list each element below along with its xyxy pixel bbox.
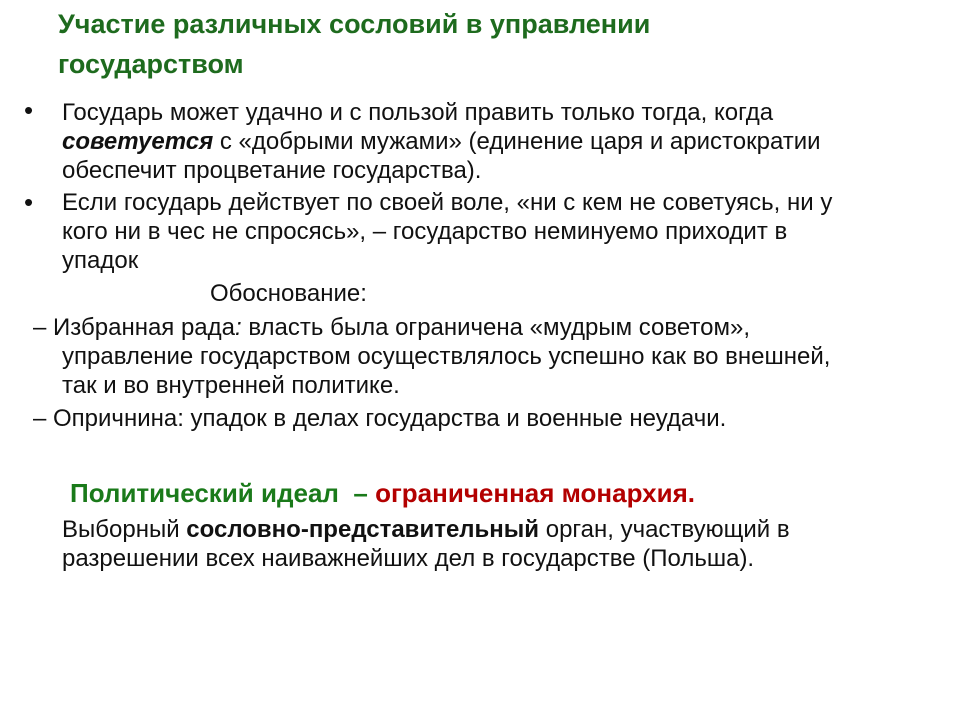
justification-label: Обоснование: [210,280,367,307]
bullet-2-line-1: Если государь действует по своей воле, «ни с кем не советуясь, ни у [62,189,833,216]
bullet-1-line-3: обеспечит процветание государства). [62,157,482,184]
point-1-line-1 [33,313,933,342]
point-1-continuation [62,342,942,400]
political-ideal [70,476,695,510]
point-1-colon: : [235,314,242,341]
bullet-1-line-2-rest: с «добрыми мужами» (единение царя и аристократии [213,128,821,155]
political-ideal-lead: Политический идеал [70,478,339,508]
bullet-dot-icon: • [24,187,34,217]
bullet-text-2 [62,188,942,275]
emphasis-text: советуется [62,128,214,155]
point-1-rest: власть была ограничена «мудрым советом», [241,314,750,341]
organ-line-1 [62,515,942,544]
point-1-line-2: управление государством осуществлялось успешно как во внешней, [62,343,831,370]
bullet-1-line-1: Государь может удачно и с пользой править только тогда, когда [62,99,774,126]
point-1-prefix: – Избранная рада [33,314,236,341]
political-ideal-dash: – [353,478,368,508]
organ-part-1: Выборный [62,516,187,543]
slide-title-line-1: Участие различных сословий в управлении [58,9,651,39]
bullet-dot-icon: • [24,95,34,125]
bullet-text-1 [62,98,942,185]
bullet-2-line-2: кого ни в чес не спросясь», – государство неминуемо приходит в [62,218,788,245]
organ-text [62,515,942,573]
slide-title [58,4,918,84]
bullet-1-line-2 [62,127,942,156]
bullet-2-line-3: упадок [62,247,139,274]
slide-title-line-2: государством [58,49,244,79]
political-ideal-accent: ограниченная монархия. [375,478,695,508]
point-2-line-1: – Опричнина: упадок в делах государства и военные неудачи. [33,405,727,432]
point-1-line-3: так и во внутренней политике. [62,372,400,399]
organ-line-2: разрешении всех наиважнейших дел в государстве (Польша). [62,545,755,572]
organ-part-2: орган, участвующий в [539,516,790,543]
organ-emphasis: сословно-представительный [186,516,540,543]
